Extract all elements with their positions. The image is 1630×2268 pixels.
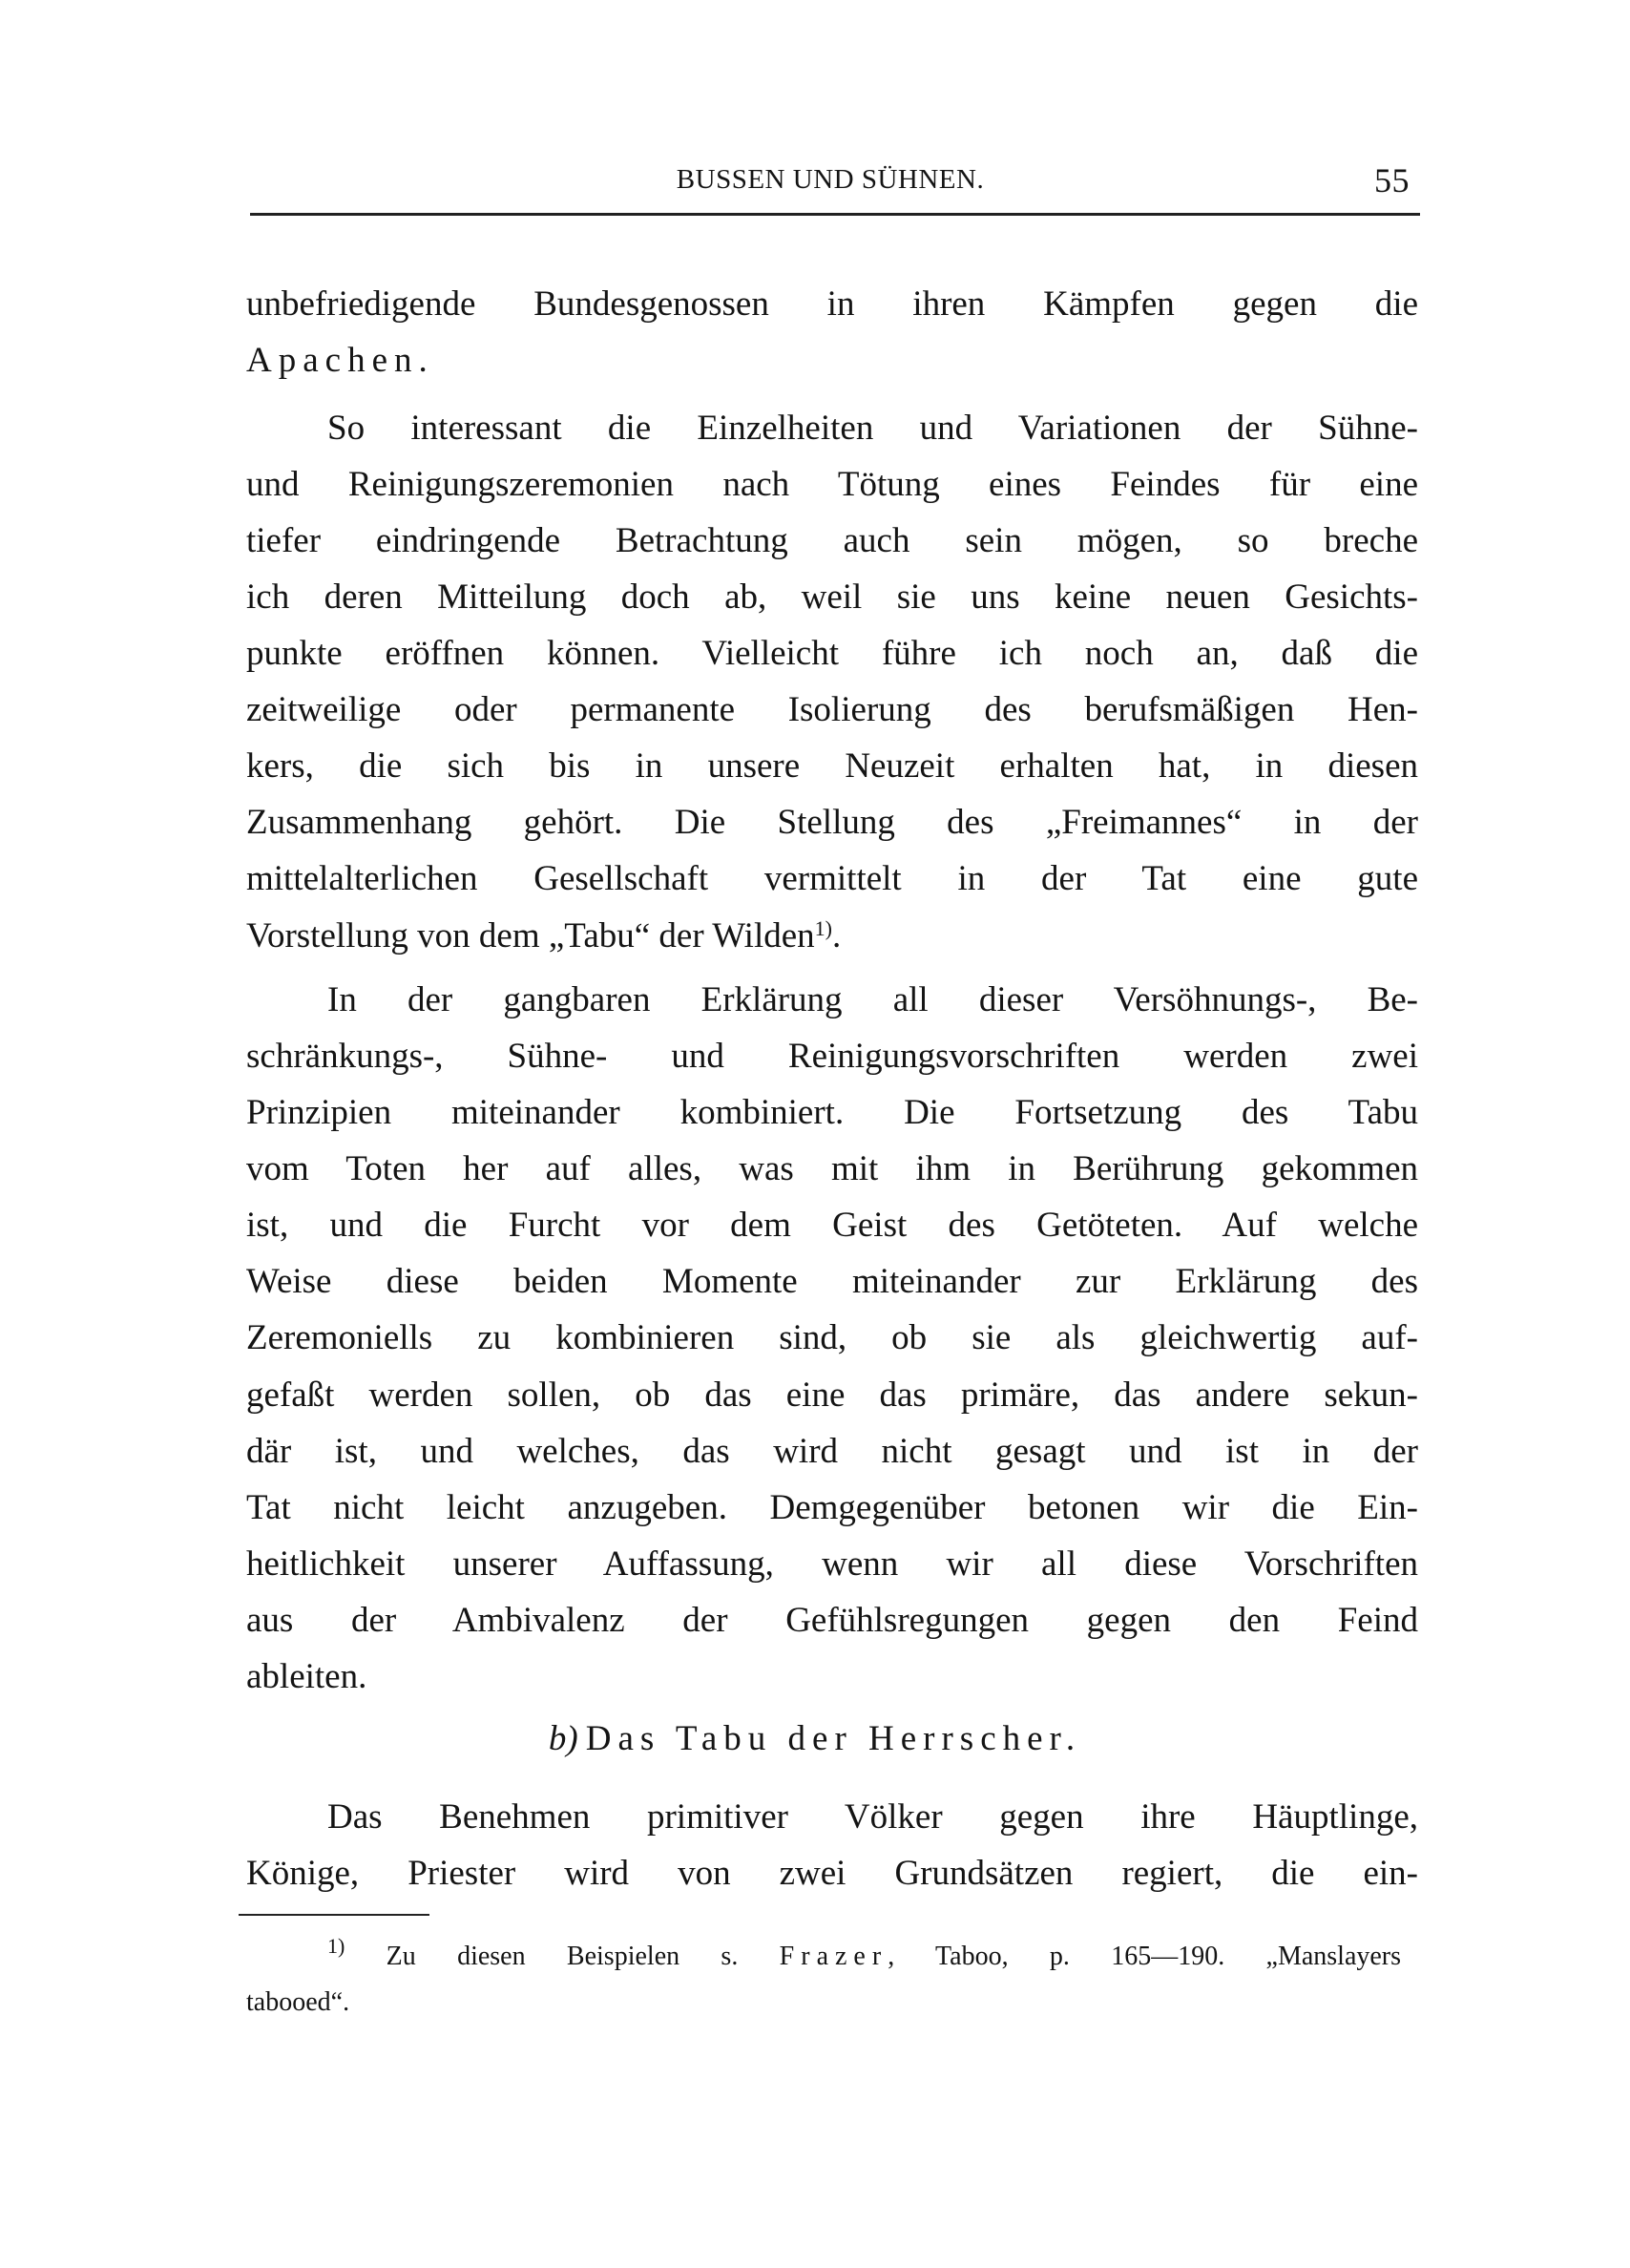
text-line-content: kers, die sich bis in unsere Neuzeit erhalten hat, in diesen bbox=[246, 746, 1418, 786]
text-line-content: unbefriedigende Bundesgenossen in ihren Kämpfen gegen die bbox=[246, 284, 1418, 324]
text-line-content: heitlichkeit unserer Auffassung, wenn wir all diese Vorschriften bbox=[246, 1544, 1418, 1584]
text-line-content: Das Benehmen primitiver Völker gegen ihre Häuptlinge, bbox=[327, 1797, 1418, 1837]
text-line-content: punkte eröffnen können. Vielleicht führe ich noch an, daß die bbox=[246, 634, 1418, 673]
text-line-content: So interessant die Einzelheiten und Variationen der Sühne- bbox=[327, 409, 1418, 448]
text-line bbox=[327, 408, 1418, 450]
footnote-line-1 bbox=[327, 1934, 1402, 1973]
footnote-marker: 1) bbox=[327, 1934, 345, 1958]
text-line-content: Prinzipien miteinander kombiniert. Die Fortsetzung des Tabu bbox=[246, 1093, 1418, 1132]
text-line bbox=[246, 858, 1418, 900]
text-line bbox=[327, 979, 1418, 1021]
text-line-content: ist, und die Furcht vor dem Geist des Getöteten. Auf welche bbox=[246, 1206, 1418, 1245]
footnote-line-2: tabooed“. bbox=[246, 1987, 350, 2017]
text-line bbox=[246, 1656, 1418, 1698]
text-line-content: ableiten. bbox=[246, 1657, 367, 1696]
text-line-content: ich deren Mitteilung doch ab, weil sie uns keine neuen Gesichts- bbox=[246, 578, 1418, 617]
text-line bbox=[246, 633, 1418, 675]
text-line-content: aus der Ambivalenz der Gefühlsregungen gegen den Feind bbox=[246, 1601, 1418, 1640]
text-line-content: Weise diese beiden Momente miteinander zur Erklärung des bbox=[246, 1262, 1418, 1301]
text-line bbox=[246, 284, 1418, 326]
footnote-text: Zu diesen Beispielen s. bbox=[386, 1942, 739, 1971]
header-rule bbox=[250, 213, 1420, 216]
text-line bbox=[246, 1148, 1418, 1190]
section-heading bbox=[0, 1718, 1630, 1759]
text-line-content: Zusammenhang gehört. Die Stellung des „Freimannes“ in der bbox=[246, 803, 1418, 842]
text-line-content: und Reinigungszeremonien nach Tötung eines Feindes für eine bbox=[246, 465, 1418, 504]
footnote-author: Frazer bbox=[779, 1942, 888, 1971]
text-line-content: vom Toten her auf alles, was mit ihm in Berührung gekommen bbox=[246, 1149, 1418, 1188]
text-line-content: schränkungs-, Sühne- und Reinigungsvorschriften werden zwei bbox=[246, 1037, 1418, 1076]
text-line bbox=[246, 577, 1418, 619]
text-line bbox=[246, 1853, 1418, 1895]
text-line-content: In der gangbaren Erklärung all dieser Versöhnungs-, Be- bbox=[327, 980, 1418, 1019]
section-label: b) bbox=[548, 1719, 578, 1758]
section-title: Das Tabu der Herrscher. bbox=[585, 1719, 1082, 1758]
text-line bbox=[246, 1261, 1418, 1303]
running-head: BUSSEN UND SÜHNEN. bbox=[676, 164, 985, 195]
text-line bbox=[246, 689, 1418, 731]
text-line: Vorstellung von dem „Tabu“ der Wilden$^{1)}$. bbox=[246, 916, 842, 956]
text-line-content: zeitweilige oder permanente Isolierung des berufsmäßigen Hen- bbox=[246, 690, 1418, 729]
text-line-content: Könige, Priester wird von zwei Grundsätzen regiert, die ein- bbox=[246, 1854, 1418, 1893]
page-number: 55 bbox=[1374, 161, 1410, 200]
text-line-content: Zeremoniells zu kombinieren sind, ob sie als gleichwertig auf- bbox=[246, 1318, 1418, 1357]
text-line-content: där ist, und welches, das wird nicht gesagt und ist in der bbox=[246, 1432, 1418, 1471]
text-line-content: Vorstellung von dem „Tabu“ der Wilden bbox=[246, 916, 815, 956]
text-line bbox=[246, 1036, 1418, 1078]
text-line bbox=[246, 1487, 1418, 1529]
text-line bbox=[246, 1092, 1418, 1134]
text-line bbox=[246, 746, 1418, 788]
footnote-reference: 1) bbox=[814, 916, 832, 940]
footnote-rule bbox=[239, 1914, 429, 1916]
text-line bbox=[246, 1317, 1418, 1359]
text-line-content: Tat nicht leicht anzugeben. Demgegenüber betonen wir die Ein- bbox=[246, 1488, 1418, 1527]
text-line bbox=[246, 1375, 1418, 1417]
text-line bbox=[246, 1600, 1418, 1642]
text-line-content: Apachen. bbox=[246, 341, 434, 380]
text-line bbox=[327, 1796, 1418, 1838]
text-line bbox=[246, 340, 1418, 382]
text-line-content: tiefer eindringende Betrachtung auch sein mögen, so breche bbox=[246, 521, 1418, 560]
text-line bbox=[246, 520, 1418, 562]
text-line bbox=[246, 1205, 1418, 1247]
text-line bbox=[246, 1431, 1418, 1473]
text-line-content: gefaßt werden sollen, ob das eine das primäre, das andere sekun- bbox=[246, 1376, 1418, 1415]
text-line bbox=[246, 464, 1418, 506]
text-line bbox=[246, 1544, 1418, 1586]
text-line-content: mittelalterlichen Gesellschaft vermittelt in der Tat eine gute bbox=[246, 859, 1418, 898]
footnote-text-after: , Taboo, p. 165—190. „Manslayers bbox=[888, 1942, 1402, 1971]
text-line bbox=[246, 802, 1418, 844]
